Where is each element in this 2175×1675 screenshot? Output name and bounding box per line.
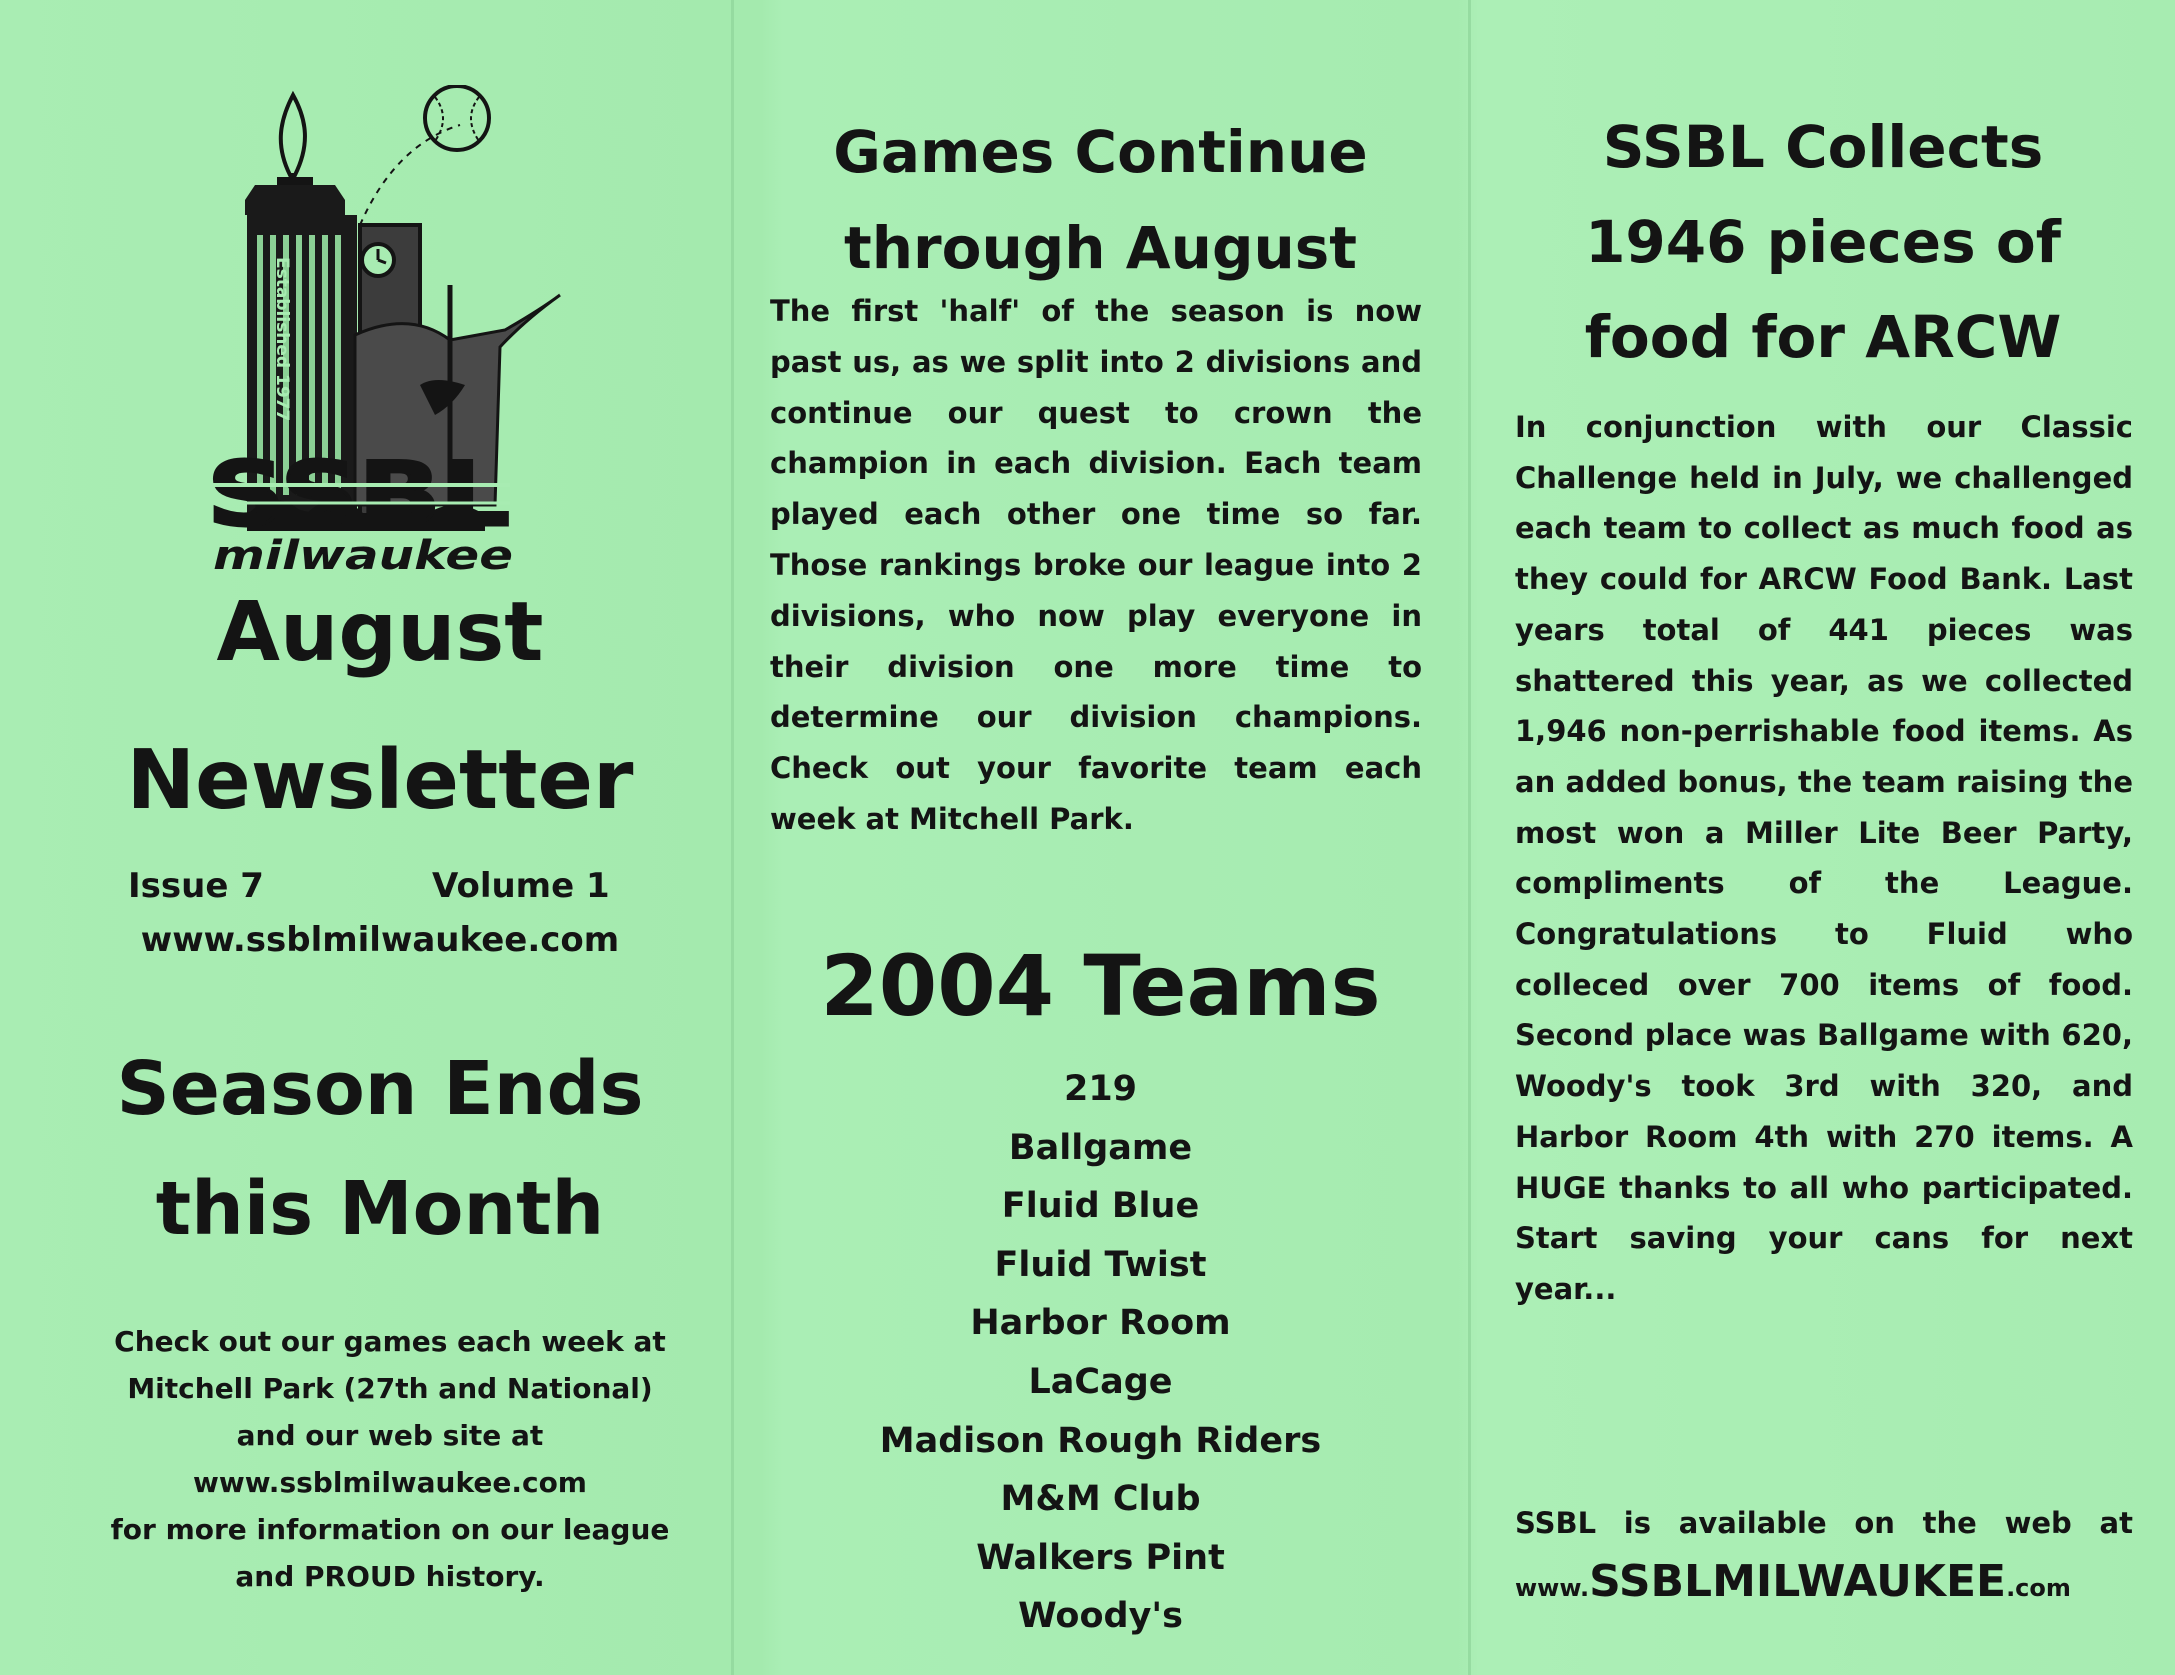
right-panel bbox=[1471, 0, 2175, 1675]
logo-ssbl-text: SSBL bbox=[207, 443, 510, 546]
teams-heading: 2004 Teams bbox=[820, 937, 1381, 1035]
web-availability-text: SSBL is available on the web at bbox=[1515, 1506, 2133, 1540]
team-item: Madison Rough Riders bbox=[879, 1420, 1322, 1461]
website-prefix: www. bbox=[1515, 1574, 1590, 1602]
food-drive-headline-line2: 1946 pieces of bbox=[1585, 208, 2061, 276]
info-blurb-line: Mitchell Park (27th and National) bbox=[127, 1372, 653, 1405]
team-item: Ballgame bbox=[1008, 1127, 1193, 1168]
logo-milwaukee-text: milwaukee bbox=[213, 533, 513, 579]
info-blurb-line: for more information on our league bbox=[110, 1513, 670, 1546]
info-blurb-line: and our web site at bbox=[236, 1419, 544, 1452]
team-item: Harbor Room bbox=[970, 1303, 1231, 1344]
food-drive-article-body: In conjunction with our Classic Challenge held in July, we challenged each team to collect as much food as they could for ARCW Food Bank. Last years total of 441 pieces was shattered this year, as we collected 1,946 non-perrishable food items. As an added bonus, the team raising the most won a Miller Lite Beer Party, compliments of the League. Congratulations to Fluid who colleced over 700 items of food. Second place was Ballgame with 620, Woody's took 3rd with 320, and Harbor Room 4th with 270 items. A HUGE thanks to all who participated. Start saving your cans for next year... bbox=[1515, 410, 2133, 1306]
games-article-body: The first 'half' of the season is now past us, as we split into 2 divisions and continue our quest to crown the champion in each division. Each team played each other one time so far. Those rankings broke our league into 2 divisions, who now play everyone in their division one more time to determine our division champions. Check out your favorite team each week at Mitchell Park. bbox=[770, 294, 1422, 836]
team-item: LaCage bbox=[1028, 1361, 1173, 1402]
newsletter-title-line1: August bbox=[216, 585, 544, 680]
team-item: Fluid Blue bbox=[1001, 1186, 1200, 1227]
website-suffix: .com bbox=[2006, 1574, 2071, 1602]
food-drive-headline-line3: food for ARCW bbox=[1584, 303, 2062, 371]
games-headline-line1: Games Continue bbox=[833, 118, 1368, 186]
website-banner bbox=[1515, 1556, 2071, 1607]
info-blurb bbox=[60, 1318, 720, 1600]
left-panel bbox=[0, 0, 730, 1675]
ssbl-logo bbox=[195, 85, 575, 585]
website-url: www.ssblmilwaukee.com bbox=[140, 920, 620, 960]
food-drive-headline-line1: SSBL Collects bbox=[1602, 113, 2044, 181]
info-blurb-line: www.ssblmilwaukee.com bbox=[193, 1466, 587, 1499]
team-item: M&M Club bbox=[1000, 1479, 1201, 1520]
candle-flame-icon bbox=[281, 95, 305, 175]
team-item: Fluid Twist bbox=[994, 1244, 1207, 1285]
games-headline-line2: through August bbox=[844, 214, 1357, 282]
info-blurb-line: and PROUD history. bbox=[235, 1560, 545, 1593]
food-drive-headline bbox=[1471, 100, 2175, 385]
baseball-icon bbox=[425, 86, 489, 150]
games-headline bbox=[733, 104, 1468, 296]
team-item: Woody's bbox=[1018, 1596, 1183, 1637]
middle-panel bbox=[733, 0, 1468, 1675]
team-item: 219 bbox=[1063, 1069, 1138, 1109]
established-text: Established 1977 bbox=[272, 257, 292, 422]
volume-number: Volume 1 bbox=[432, 866, 610, 906]
issue-number: Issue 7 bbox=[128, 866, 264, 906]
website-name: SSBLMILWAUKEE bbox=[1589, 1556, 2007, 1607]
season-headline-line1: Season Ends bbox=[116, 1046, 644, 1132]
newsletter-title-line2: Newsletter bbox=[126, 733, 634, 828]
season-headline-line2: this Month bbox=[155, 1166, 605, 1252]
info-blurb-line: Check out our games each week at bbox=[114, 1325, 666, 1358]
team-item: Walkers Pint bbox=[976, 1537, 1225, 1578]
team-list bbox=[733, 1060, 1468, 1646]
